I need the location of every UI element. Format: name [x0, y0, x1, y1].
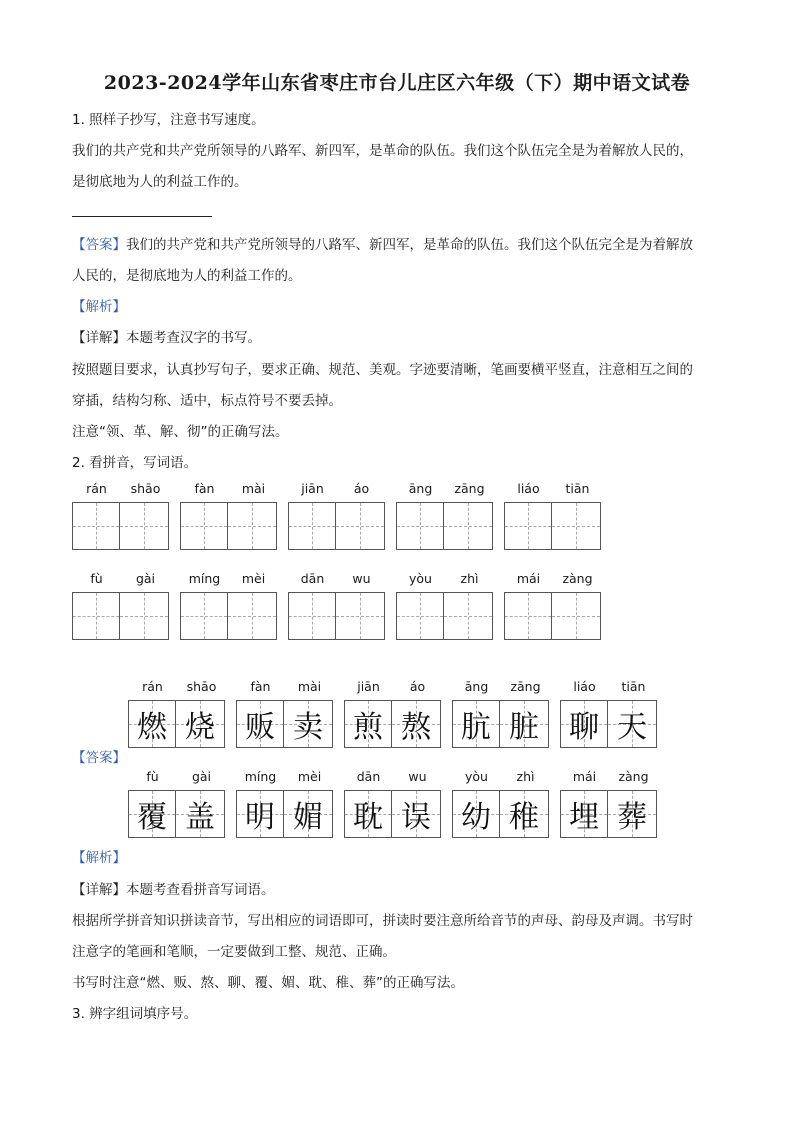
- q1-answer-line-1: [72, 235, 693, 255]
- pinyin-syllable: liáo: [573, 679, 596, 694]
- tianzige-pair: [236, 700, 334, 748]
- tianzige-cell: [236, 790, 284, 838]
- tianzige-pair: [344, 700, 442, 748]
- answer-character: 幼: [461, 800, 491, 835]
- tianzige-pair: [504, 502, 602, 550]
- tianzige-pair: [560, 700, 658, 748]
- tianzige-cell[interactable]: [180, 592, 228, 640]
- q2-analysis-tag: 【解析】: [72, 850, 126, 866]
- pinyin-syllable: shāo: [186, 679, 217, 694]
- pinyin-syllable: shāo: [130, 481, 161, 496]
- pinyin-syllable: fù: [90, 571, 103, 586]
- pinyin-syllable: zhì: [516, 769, 535, 784]
- pinyin-syllable: dān: [300, 571, 325, 586]
- tianzige-pair: [180, 592, 278, 640]
- pinyin-syllable: jiān: [301, 481, 324, 496]
- q2-detail-line-1: [72, 880, 275, 900]
- pinyin-syllable: mài: [241, 481, 266, 496]
- answer-character: 葬: [617, 800, 647, 835]
- answer-character: 盖: [185, 800, 215, 835]
- pinyin-syllable: zhì: [460, 571, 479, 586]
- pinyin-syllable: mái: [516, 571, 541, 586]
- tianzige-cell: [344, 700, 392, 748]
- pinyin-syllable: míng: [244, 769, 277, 784]
- tianzige-pair: [344, 790, 442, 838]
- q1-detail-line-2: 按照题目要求，认真抄写句子，要求正确、规范、美观。字迹要清晰，笔画要横平竖直，注意相互之间的: [72, 362, 693, 378]
- page-title: 2023-2024学年山东省枣庄市台儿庄区六年级（下）期中语文试卷: [103, 72, 691, 94]
- tianzige-pair: [396, 592, 494, 640]
- detail-tag: 【详解】: [72, 330, 126, 346]
- answer-text: 我们的共产党和共产党所领导的八路军、新四军，是革命的队伍。我们这个队伍完全是为着解放: [126, 237, 693, 253]
- tianzige-cell[interactable]: [120, 502, 169, 550]
- tianzige-pair: [72, 592, 170, 640]
- pinyin-syllable: gài: [191, 769, 212, 784]
- answer-blank-line: [72, 216, 212, 217]
- pinyin-syllable: yòu: [409, 571, 432, 586]
- tianzige-cell[interactable]: [288, 502, 336, 550]
- tianzige-cell: [392, 790, 441, 838]
- pinyin-syllable: zāng: [510, 679, 541, 694]
- tianzige-pair: [288, 592, 386, 640]
- q1-detail-line-4: 注意“领、革、解、彻”的正确写法。: [72, 424, 289, 440]
- q1-detail-line-3: 穿插，结构匀称、适中，标点符号不要丢掉。: [72, 393, 342, 409]
- q1-answer-line-2: 人民的，是彻底地为人的利益工作的。: [72, 268, 302, 284]
- tianzige-pair: [452, 790, 550, 838]
- q3-prompt: 3. 辨字组词填序号。: [72, 1006, 198, 1022]
- answer-character: 卖: [293, 710, 323, 745]
- pinyin-syllable: zāng: [454, 481, 485, 496]
- tianzige-cell: [128, 790, 176, 838]
- answer-character: 熬: [401, 710, 431, 745]
- tianzige-cell[interactable]: [120, 592, 169, 640]
- answer-character: 肮: [461, 710, 491, 745]
- tianzige-cell[interactable]: [552, 592, 601, 640]
- tianzige-cell: [500, 790, 549, 838]
- tianzige-pair: [72, 502, 170, 550]
- pinyin-syllable: āng: [464, 679, 489, 694]
- answer-character: 聊: [569, 710, 599, 745]
- detail-text: 本题考查看拼音写词语。: [126, 882, 275, 898]
- q2-detail-line-2: 根据所学拼音知识拼读音节，写出相应的词语即可，拼读时要注意所给音节的声母、韵母及声调。书写时: [72, 913, 693, 929]
- pinyin-syllable: wu: [352, 571, 371, 586]
- q1-text-line-1: 我们的共产党和共产党所领导的八路军、新四军，是革命的队伍。我们这个队伍完全是为着解放人民的，: [72, 143, 693, 159]
- detail-text: 本题考查汉字的书写。: [126, 330, 261, 346]
- answer-character: 埋: [569, 800, 599, 835]
- tianzige-cell[interactable]: [336, 592, 385, 640]
- tianzige-cell[interactable]: [228, 592, 277, 640]
- answer-character: 天: [617, 710, 647, 745]
- q1-detail-line-1: [72, 328, 261, 348]
- pinyin-syllable: mài: [297, 679, 322, 694]
- tianzige-pair: [452, 700, 550, 748]
- tianzige-cell[interactable]: [444, 592, 493, 640]
- tianzige-cell: [344, 790, 392, 838]
- pinyin-syllable: zàng: [618, 769, 649, 784]
- answer-character: 明: [245, 800, 275, 835]
- tianzige-cell[interactable]: [72, 502, 120, 550]
- tianzige-cell: [608, 700, 657, 748]
- tianzige-cell: [176, 700, 225, 748]
- answer-character: 耽: [353, 800, 383, 835]
- pinyin-syllable: wu: [408, 769, 427, 784]
- pinyin-syllable: mèi: [241, 571, 266, 586]
- answer-character: 误: [401, 800, 431, 835]
- tianzige-cell[interactable]: [228, 502, 277, 550]
- tianzige-cell[interactable]: [72, 592, 120, 640]
- q1-text-line-2: 是彻底地为人的利益工作的。: [72, 174, 248, 190]
- answer-character: 媚: [293, 800, 323, 835]
- q2-detail-line-3: 注意字的笔画和笔顺，一定要做到工整、规范、正确。: [72, 944, 396, 960]
- answer-character: 稚: [509, 800, 539, 835]
- pinyin-syllable: dān: [356, 769, 381, 784]
- pinyin-syllable: yòu: [465, 769, 488, 784]
- pinyin-syllable: fù: [146, 769, 159, 784]
- pinyin-syllable: rán: [86, 481, 107, 496]
- tianzige-cell[interactable]: [396, 592, 444, 640]
- tianzige-cell: [560, 790, 608, 838]
- tianzige-cell: [452, 790, 500, 838]
- answer-character: 贩: [245, 710, 275, 745]
- tianzige-pair: [504, 592, 602, 640]
- q2-prompt: 2. 看拼音，写词语。: [72, 455, 198, 471]
- tianzige-cell: [452, 700, 500, 748]
- answer-tag: 【答案】: [72, 237, 126, 253]
- pinyin-syllable: gài: [135, 571, 156, 586]
- tianzige-cell[interactable]: [180, 502, 228, 550]
- tianzige-cell: [284, 700, 333, 748]
- tianzige-cell[interactable]: [444, 502, 493, 550]
- tianzige-cell: [500, 700, 549, 748]
- tianzige-cell: [128, 700, 176, 748]
- pinyin-syllable: mái: [572, 769, 597, 784]
- tianzige-cell[interactable]: [504, 502, 552, 550]
- tianzige-pair: [396, 502, 494, 550]
- tianzige-pair: [236, 790, 334, 838]
- pinyin-syllable: áo: [409, 679, 426, 694]
- q2-answer-tag: 【答案】: [72, 750, 126, 766]
- pinyin-syllable: rán: [142, 679, 163, 694]
- pinyin-syllable: fàn: [194, 481, 215, 496]
- pinyin-syllable: mèi: [297, 769, 322, 784]
- tianzige-cell: [560, 700, 608, 748]
- tianzige-cell[interactable]: [336, 502, 385, 550]
- pinyin-syllable: míng: [188, 571, 221, 586]
- tianzige-cell: [236, 700, 284, 748]
- pinyin-syllable: fàn: [250, 679, 271, 694]
- pinyin-syllable: āng: [408, 481, 433, 496]
- pinyin-syllable: tiān: [621, 679, 646, 694]
- q1-prompt: 1. 照样子抄写，注意书写速度。: [72, 112, 265, 128]
- tianzige-pair: [560, 790, 658, 838]
- tianzige-pair: [128, 700, 226, 748]
- pinyin-syllable: zàng: [562, 571, 593, 586]
- answer-character: 脏: [509, 710, 539, 745]
- detail-tag: 【详解】: [72, 882, 126, 898]
- tianzige-cell: [608, 790, 657, 838]
- pinyin-syllable: áo: [353, 481, 370, 496]
- answer-character: 烧: [185, 710, 215, 745]
- pinyin-syllable: jiān: [357, 679, 380, 694]
- tianzige-cell: [392, 700, 441, 748]
- tianzige-cell[interactable]: [552, 502, 601, 550]
- tianzige-cell[interactable]: [288, 592, 336, 640]
- pinyin-syllable: liáo: [517, 481, 540, 496]
- answer-character: 燃: [137, 710, 167, 745]
- tianzige-cell: [176, 790, 225, 838]
- answer-character: 煎: [353, 710, 383, 745]
- answer-character: 覆: [137, 800, 167, 835]
- tianzige-pair: [288, 502, 386, 550]
- q2-detail-line-4: 书写时注意“燃、贩、熬、聊、覆、媚、耽、稚、葬”的正确写法。: [72, 975, 464, 991]
- tianzige-pair: [180, 502, 278, 550]
- tianzige-cell[interactable]: [504, 592, 552, 640]
- tianzige-pair: [128, 790, 226, 838]
- tianzige-cell: [284, 790, 333, 838]
- tianzige-cell[interactable]: [396, 502, 444, 550]
- q1-analysis-tag: 【解析】: [72, 299, 126, 315]
- pinyin-syllable: tiān: [565, 481, 590, 496]
